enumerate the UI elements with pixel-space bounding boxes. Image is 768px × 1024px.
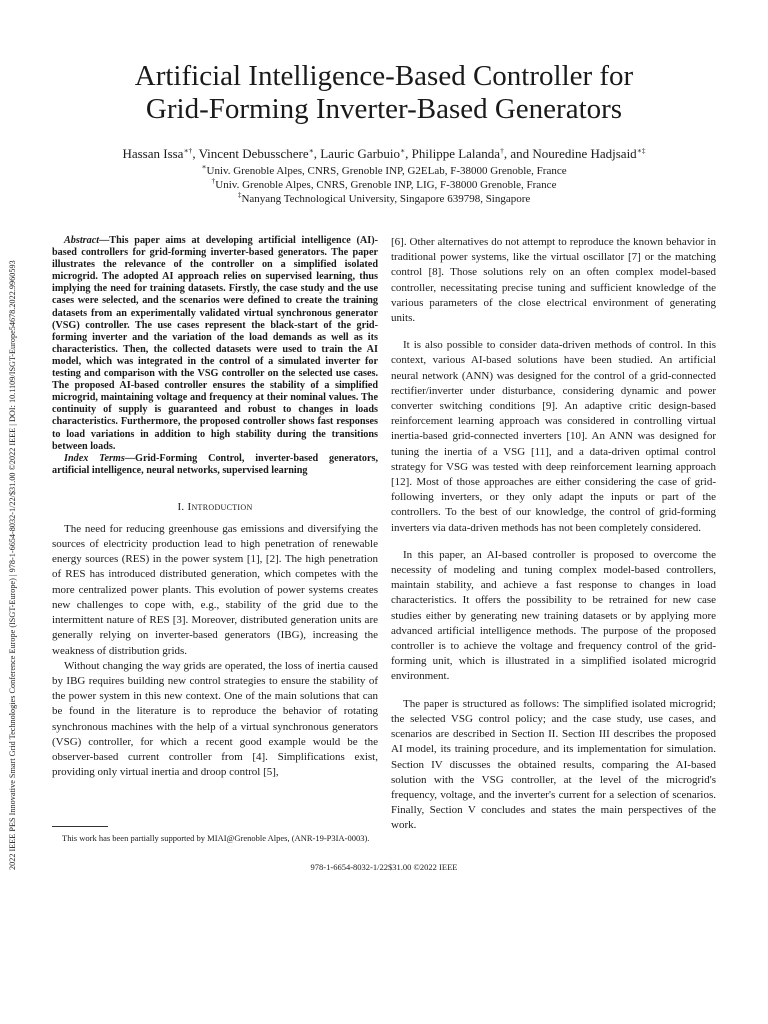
author-1-marks: ∗† xyxy=(183,146,193,155)
affiliation-1-mark: ∗ xyxy=(201,162,207,171)
abstract xyxy=(52,235,378,453)
right-paragraph-4: The paper is structured as follows: The simplified isolated microgrid; the selected VSG control policy; and the case study, use cases, and scenarios are described in Section II. Section III describes the proposed AI model, its training procedure, and its implementation for simulation. Section IV discusses the obtained results, comparing the AI-based solution with the VSG controller, at the level of the microgrid's frequency, voltage, and the inverter's current for a selection of scenarios. Finally, Section V concludes and states the main perspectives of the work. xyxy=(391,697,716,832)
author-3-marks: ∗ xyxy=(400,146,406,155)
author-1: Hassan Issa xyxy=(122,146,184,161)
author-2-marks: ∗ xyxy=(308,146,314,155)
funding-footnote: This work has been partially supported by MIAI@Grenoble Alpes, (ANR-19-P3IA-0003). xyxy=(62,833,370,843)
title-line-2: Grid-Forming Inverter-Based Generators xyxy=(145,93,623,125)
affiliation-2-text: Univ. Grenoble Alpes, CNRS, Grenoble INP, LIG, F-38000 Grenoble, France xyxy=(215,179,557,191)
author-5: , and Nouredine Hadjsaid xyxy=(503,146,637,161)
author-3: , Lauric Garbuio xyxy=(313,146,401,161)
paper-title xyxy=(0,60,768,126)
affiliation-3-text: Nanyang Technological University, Singapore 639798, Singapore xyxy=(241,193,531,205)
affiliation-3 xyxy=(0,192,768,206)
intro-paragraph-2: Without changing the way grids are operated, the loss of inertia caused by IBG requires building new control strategies to ensure the stability of the power system in this new context. One of the main solutions that can be found in the literature is to reproduce the behavior of rotating synchronous machines with the help of a virtual synchronous generators (VSG) controller, for which a recent good example would be the observer-based current controller from [4]. Simplifications exist, providing only virtual inertia and droop control [5], xyxy=(52,659,378,779)
footnote-rule xyxy=(52,826,108,827)
section-heading-introduction xyxy=(52,501,378,513)
affiliation-1-text: Univ. Grenoble Alpes, CNRS, Grenoble INP, G2ELab, F-38000 Grenoble, France xyxy=(206,165,567,177)
index-terms-text: —Grid-Forming Control, inverter-based generators, artificial intelligence, neural networks, supervised learning xyxy=(52,452,378,476)
author-5-marks: ∗‡ xyxy=(636,146,646,155)
index-terms xyxy=(52,453,378,477)
abstract-text: —This paper aims at developing artificial intelligence (AI)-based controllers for grid-forming inverter-based generators. The paper illustrates the relevance of the controller on a simplified isolated microgrid. The adopted AI approach relies on supervised learning, thus implying the need for training datasets. Firstly, the case study and the use cases were selected, and the scenarios were defined to create the training datasets from an experimentally validated virtual synchronous generator (VSG) controller. The use cases represent the black-start of the grid-forming inverter and the variation of the load demands as well as its characteristics. Then, the collected datasets were used to train the AI model, which was integrated in the control of a simulated inverter for testing and comparison with the VSG controller on the selected use cases. The proposed AI-based controller ensures the stability of a simplified microgrid, maintaining voltage and frequency at their nominal values. The continuity of supply is guaranteed and robust to changes in loads characteristics. Furthermore, the proposed controller shows fast responses to load variations in addition to high stability during the transitions between loads. xyxy=(52,235,378,452)
intro-paragraph-1: The need for reducing greenhouse gas emissions and diversifying the sources of electricity production lead to high penetration of renewable energy sources (RES) in the power system [1], [2]. The high penetration of RES has introduced distributed generation, which competes with the more centralized power plants. This evolution of power systems creates new challenges to cope with, e.g., stability of the grid due to the intermittent nature of RES [3]. Moreover, distributed generation units are generally relying on inverter-based generators (IBG), increasing the weakness of distribution grids. xyxy=(52,522,378,657)
right-column xyxy=(391,235,716,846)
author-4-marks: † xyxy=(500,146,504,155)
right-paragraph-3: In this paper, an AI-based controller is proposed to overcome the necessity of modeling and tuning complex model-based controllers, maintain stability, and achieve a fast response to changes in load characteristics. It offers the possibility to be retrained for new case studies either by generating new training datasets or by applying more advanced artificial intelligence methods. The purpose of the proposed controller is to achieve the voltage and frequency control of the grid-forming unit, which is illustrated in a simplified isolated microgrid environment. xyxy=(391,548,716,683)
affiliation-2 xyxy=(0,178,768,192)
right-paragraph-2: It is also possible to consider data-driven methods of control. In this context, various AI-based solutions have been studied. An artificial neural network (ANN) was designed for the control of a grid-connected rectifier/inverter under disturbance, considering dynamic and power converter switching conditions [9]. An adaptive critic design-based reinforcement learning approach was considered in controlling virtual inertia-based grid-connected inverters [10]. An ANN was designed for tuning the inertia of a VSG [11], and a data-driven optimal control strategy for VSG was tested with deep reinforcement learning approach [12]. Most of those approaches are either considering the case of grid-following inverters, or they only adapt the inputs or part of the controllers. To the best of our knowledge, the control of grid-forming inverters via data-driven methods has not been completely considered. xyxy=(391,339,716,534)
page-footer: 978-1-6654-8032-1/22$31.00 ©2022 IEEE xyxy=(310,862,458,872)
title-line-1: Artificial Intelligence-Based Controller for xyxy=(134,60,634,92)
right-paragraph-1: [6]. Other alternatives do not attempt to reproduce the known behavior in traditional power systems, like the virtual oscillator [7] or the matching control [8]. Those solutions rely on an often complex model-based controller, necessitating precise tuning and sufficient knowledge of the various parameters of the close electrical environment of generating units. xyxy=(391,236,716,325)
sidebar-citation: 2022 IEEE PES Innovative Smart Grid Technologies Conference Europe (ISGT-Europe) | 978-1-6654-8032-1/22/$31.00 ©2022 IEEE | DOI: 10.1109/ISGT-Europe54678.2022.9960593 xyxy=(8,260,17,870)
section-numeral: I. xyxy=(177,500,188,513)
abstract-lead: Abstract xyxy=(64,235,100,246)
author-list xyxy=(0,146,768,162)
left-column xyxy=(52,235,378,780)
affiliation-3-mark: ‡ xyxy=(237,190,242,199)
author-2: , Vincent Debusschere xyxy=(192,146,309,161)
affiliation-2-mark: † xyxy=(211,176,216,185)
section-title: Introduction xyxy=(187,500,253,513)
index-terms-lead: Index Terms xyxy=(64,452,125,464)
author-4: , Philippe Lalanda xyxy=(405,146,501,161)
affiliation-1 xyxy=(0,164,768,178)
